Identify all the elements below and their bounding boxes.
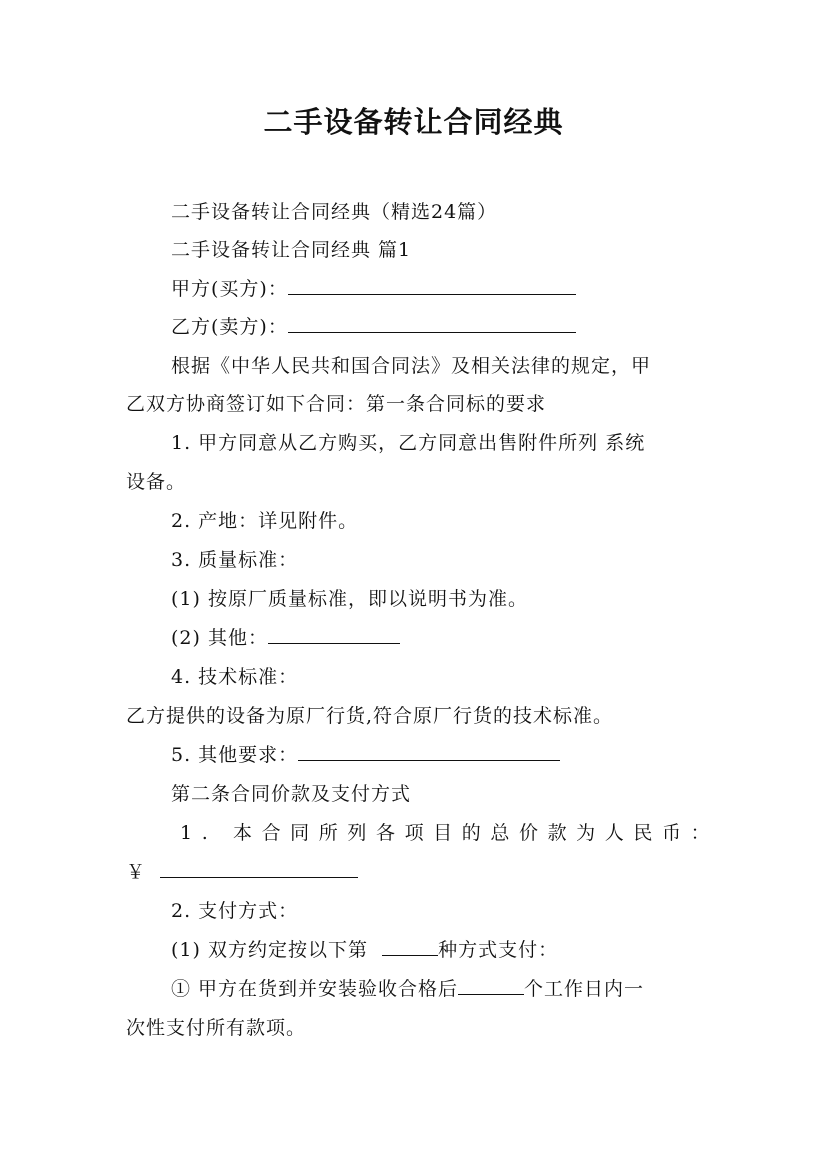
payment-days-suffix: 个工作日内一 <box>524 978 645 1000</box>
other-label: (2) 其他： <box>171 627 268 649</box>
section-heading: 二手设备转让合同经典 篇1 <box>171 239 412 261</box>
other-requirements-label: 5. 其他要求： <box>171 744 299 766</box>
other-blank <box>268 625 400 644</box>
paragraph-line: 乙双方协商签订如下合同：第一条合同标的要求 <box>126 393 547 415</box>
party-b-line <box>171 314 706 340</box>
paragraph-line: (1) 按原厂质量标准，即以说明书为准。 <box>171 588 528 610</box>
payment-option-suffix: 种方式支付： <box>438 939 559 961</box>
payment-days-line <box>171 976 706 1002</box>
paragraph-line: 设备。 <box>126 471 187 493</box>
other-requirements-line <box>171 742 706 768</box>
payment-option-prefix: (1) 双方约定按以下第 <box>171 939 368 961</box>
payment-option-blank <box>382 937 438 956</box>
document-title: 二手设备转让合同经典 <box>263 105 564 139</box>
payment-days-blank <box>458 976 524 995</box>
party-a-label: 甲方(买方)： <box>171 278 288 300</box>
paragraph-line: 1. 本合同所列各项目的总价款为人民币： <box>180 822 720 844</box>
article-heading: 第二条合同价款及支付方式 <box>171 783 412 805</box>
paragraph-line: 3. 质量标准： <box>171 549 299 571</box>
party-a-line <box>171 276 706 302</box>
paragraph-line: 2. 支付方式： <box>171 900 299 922</box>
amount-line <box>126 859 706 885</box>
paragraph-line: 根据《中华人民共和国合同法》及相关法律的规定，甲 <box>171 355 652 377</box>
other-requirements-blank <box>298 742 560 761</box>
party-a-blank <box>288 276 576 295</box>
payment-option-line <box>171 937 706 963</box>
paragraph-line: 1. 甲方同意从乙方购买，乙方同意出售附件所列 系统 <box>171 432 646 454</box>
amount-blank <box>160 859 358 878</box>
currency-symbol: ￥ <box>126 861 147 883</box>
paragraph-line: 次性支付所有款项。 <box>126 1017 307 1039</box>
party-b-label: 乙方(卖方)： <box>171 316 288 338</box>
paragraph-line: 2. 产地：详见附件。 <box>171 510 359 532</box>
subtitle-line: 二手设备转让合同经典（精选24篇） <box>171 201 498 223</box>
paragraph-line: 4. 技术标准： <box>171 666 299 688</box>
party-b-blank <box>288 314 576 333</box>
other-line <box>171 625 706 651</box>
paragraph-line: 乙方提供的设备为原厂行货,符合原厂行货的技术标准。 <box>126 705 614 727</box>
payment-days-prefix: ① 甲方在货到并安装验收合格后 <box>171 978 459 1000</box>
